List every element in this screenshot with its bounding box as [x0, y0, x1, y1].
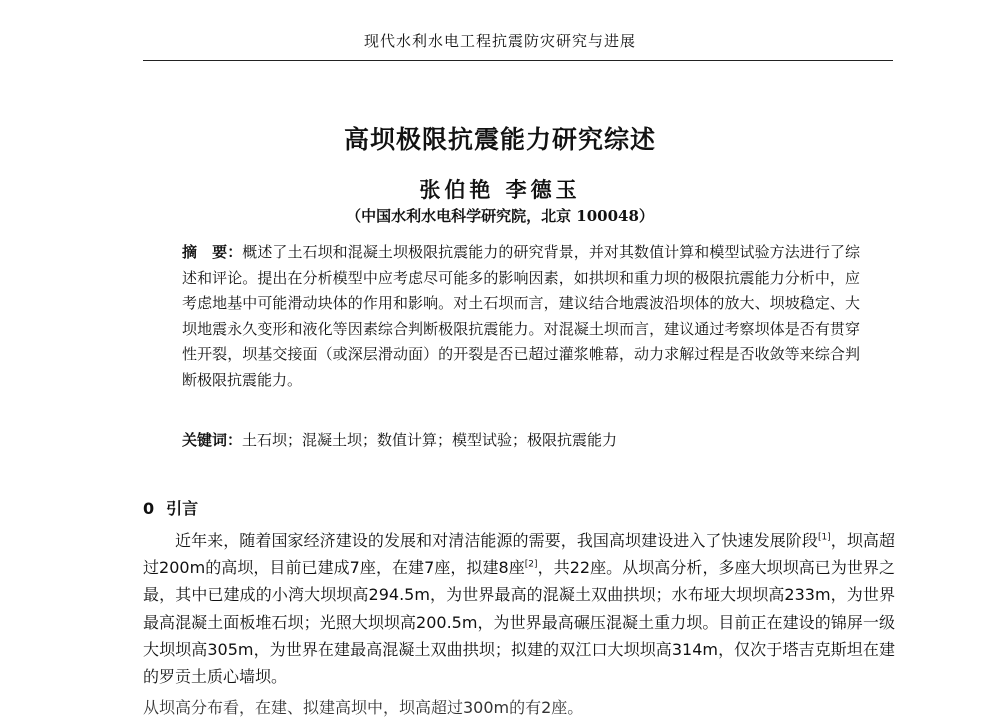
- abstract: [182, 240, 860, 394]
- authors: 张伯艳 李德玉: [419, 177, 581, 202]
- section-number: 0: [143, 499, 155, 518]
- paper-title: 高坝极限抗震能力研究综述: [343, 125, 656, 154]
- citation-2[interactable]: [2]: [524, 559, 538, 570]
- citation-1[interactable]: [1]: [817, 532, 831, 543]
- body-text-part-3: ，共22座。从坝高分析，多座大坝坝高已为世界之最，其中已建成的小湾大坝坝高294.5m，为世界最高的混凝土双曲拱坝；水布垭大坝坝高233m，为世界最高混凝土面板堆石坝；光照大坝坝高200.5m，为世界最高碾压混凝土重力坝。目前正在建设的锦屏一级大坝坝高305m，为世界在建最高混凝土双曲拱坝；拟建的双江口大坝坝高314m，仅次于塔吉克斯坦在建的罗贡土质心墙坝。: [143, 558, 895, 687]
- body-paragraph: [143, 527, 895, 690]
- keywords: [182, 428, 860, 452]
- body-text-part-1: 近年来，随着国家经济建设的发展和对清洁能源的需要，我国高坝建设进入了快速发展阶段: [175, 531, 818, 550]
- keywords-label: 关键词：: [182, 431, 243, 449]
- abstract-label: 摘 要：: [182, 243, 243, 261]
- abstract-text: 概述了土石坝和混凝土坝极限抗震能力的研究背景，并对其数值计算和模型试验方法进行了综述和评论。提出在分析模型中应考虑尽可能多的影响因素，如拱坝和重力坝的极限抗震能力分析中，应考虑地基中可能滑动块体的作用和影响。对土石坝而言，建议结合地震波沿坝体的放大、坝坡稳定、大坝地震永久变形和液化等因素综合判断极限抗震能力。对混凝土坝而言，建议通过考察坝体是否有贯穿性开裂，坝基交接面（或深层滑动面）的开裂是否已超过灌浆帷幕，动力求解过程是否收敛等来综合判断极限抗震能力。: [182, 243, 860, 389]
- affiliation: （中国水利水电科学研究院，北京 100048）: [346, 207, 654, 225]
- keywords-text: 土石坝；混凝土坝；数值计算；模型试验；极限抗震能力: [242, 431, 618, 449]
- header-rule: [143, 60, 893, 61]
- running-header: 现代水利水电工程抗震防灾研究与进展: [363, 32, 636, 50]
- section-title: 引言: [166, 499, 199, 518]
- section-heading: [143, 496, 198, 519]
- cutoff-next-paragraph: 从坝高分布看，在建、拟建高坝中，坝高超过300m的有2座。: [143, 698, 584, 717]
- body-text-part-2: ，坝高超过200m的高坝，目前已建成7座，在建7座，拟建8座: [143, 531, 895, 578]
